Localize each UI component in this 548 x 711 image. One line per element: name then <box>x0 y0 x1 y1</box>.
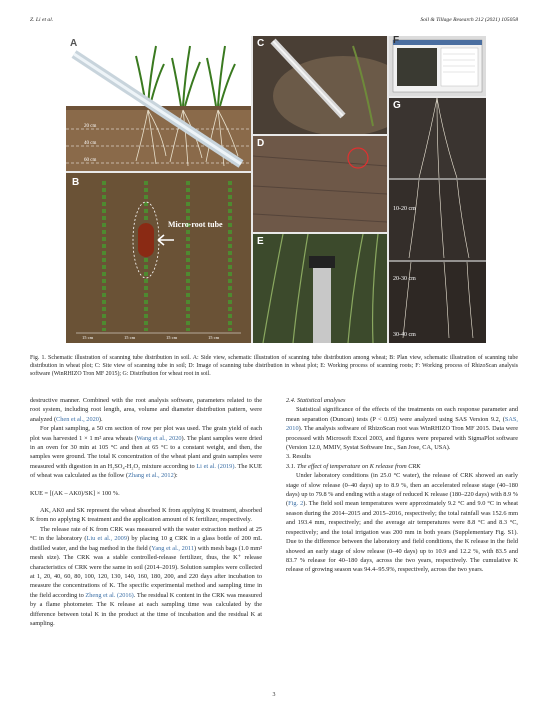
panel-g-photo <box>389 98 486 343</box>
panel-e-image <box>253 234 387 343</box>
text-run: Under laboratory conditions (in 25.0 °C water), the release of CRK showed an early stage of slow release (0–40 days) up to 8.9 %, then an accelerated release stage (40–180 days) up to 79.8 % and ending with a stage of reduced K release (180–220 days) with 8.9 % ( <box>286 472 518 508</box>
text-run: . The residual K content in the CRK was measured by a flame photometer. The K release at each sampling time was calculated by the difference between total K in the product at the time of incubation and the residual K at sampling. <box>30 591 262 627</box>
text-run: ) by placing 10 g CRK in a glass bottle of 200 mL distilled water, and the bag method in the field ( <box>30 535 262 552</box>
text-run: The release rate of K from CRK was measured with the water extraction method at 25 °C in the laboratory ( <box>30 525 262 543</box>
subsection-heading: 3.1. The effect of temperature on K release from CRK <box>286 462 421 470</box>
text-run: ). The field soil mean temperatures were approximately 9.2 °C and 9.0 °C in wheat season during the 2014–2015 and 2015–2016, respectively; the total rainfall was 152.6 mm and 193.4 mm, respectively; and the average air temperatures were 8.8 °C and 8.3 °C, respectively; and the total irrigation was 200 mm in both years (Supplementary Fig. S1). Due to the difference between the laboratory and field conditions, the K release in the field showed an early stage of slow release (0–40 days) up to 10.9 and 12.2 %, with 83.5 and 83.7 % release for 40–180 days, across the two years, respectively. The cumulative K release of growing season was 94.4–95.9%, respectively, across the two years. <box>286 500 519 574</box>
figure-link[interactable]: Fig. 2 <box>288 500 304 508</box>
panel-c-image <box>253 36 387 134</box>
depth-label-60cm: 60 cm <box>84 158 97 163</box>
page-number: 3 <box>272 692 276 698</box>
depth-label-40cm: 40 cm <box>84 141 97 146</box>
citation-link[interactable]: Yang et al., 2011 <box>151 544 194 552</box>
text-run: . The KUE of wheat was calculated as the follow ( <box>30 462 262 480</box>
section-heading: 3. Results <box>286 453 311 461</box>
text-run: Statistical significance of the effects of the treatments on each response parameter and mean separation (Duncan) tests (P < 0.05) were analyzed using SAS Version 9.2, ( <box>286 406 518 423</box>
running-header-authors: Z. Li et al. <box>30 17 54 23</box>
text-run: ). The analysis software of RhizoScan root was WinRHIZO Tron MF 2015. Data were processed with Microsoft Excel 2003, and figures were prepared with SigmaPlot software (Version 12.0, MMIV, Systat Software Inc., San Jose, CA, USA). <box>286 425 518 452</box>
paragraph: AK, AK0 and SK represent the wheat absorbed K from applying K treatment, absorbed K from no applying K treatment and the application amount of K fertilizer, respectively. <box>30 507 262 524</box>
panel-f-image <box>389 36 486 96</box>
spacing-label: 15 cm <box>82 335 94 340</box>
text-run: ). The plant samples were dried in an oven for 30 min at 105 °C and then at 65 °C to a constant weight, and then, the samples were ground. The total K concentration of the wheat plant and grain samples were measured with digestion in an H₂SO₄-H₂O₂ mixture according to <box>30 434 262 470</box>
depth-label-20-30cm: 20-30 cm <box>393 276 416 282</box>
citation-link[interactable]: Liu et al., 2009 <box>86 535 127 543</box>
right-column <box>286 396 518 575</box>
panel-e-label: E <box>257 236 264 247</box>
running-header-journal: Soil & Tillage Research 212 (2021) 105058 <box>420 17 518 23</box>
panel-b-label: B <box>72 177 80 188</box>
figure-1 <box>66 36 486 343</box>
panel-a-label: A <box>70 38 78 49</box>
paragraph <box>30 525 262 628</box>
left-column <box>30 396 262 628</box>
section-heading: 2.4. Statistical analyses <box>286 397 346 404</box>
panel-g-label: G <box>393 100 401 111</box>
panel-a-side-view <box>66 36 251 171</box>
panel-g-image <box>389 98 486 343</box>
citation-link[interactable]: Zheng et al. (2016) <box>85 591 134 599</box>
depth-label-20cm: 20 cm <box>84 124 97 129</box>
citation-link[interactable]: Chen et al., 2020 <box>56 415 99 423</box>
panel-c-photo <box>253 36 387 134</box>
panel-b-plan-view <box>66 173 251 343</box>
citation-link[interactable]: Zhang et al., 2012 <box>128 472 174 480</box>
citation-link[interactable]: SAS, 2010 <box>286 415 518 433</box>
depth-label-30-40cm: 30-40 cm <box>393 332 416 338</box>
panel-c-label: C <box>257 38 265 49</box>
text-run: ): <box>173 472 178 480</box>
text-run: destructive manner. Combined with the root analysis software, parameters related to the root system, including root length, area, volume and diameter distribution pattern, were analyzed ( <box>30 397 262 423</box>
panel-f-software <box>389 36 486 96</box>
micro-root-tube-annotation: Micro-root tube <box>168 220 223 229</box>
panel-b-illustration <box>66 173 251 343</box>
panel-d-label: D <box>257 138 265 149</box>
panel-f-label: F <box>393 36 400 46</box>
spacing-label: 15 cm <box>208 335 220 340</box>
citation-link[interactable]: Li et al. (2019) <box>196 462 235 470</box>
panel-d-photo <box>253 136 387 232</box>
depth-label-10-20cm: 10-20 cm <box>393 206 416 212</box>
citation-link[interactable]: Wang et al., 2020 <box>136 434 182 442</box>
panel-d-image <box>253 136 387 232</box>
paragraph <box>286 405 518 452</box>
paragraph <box>286 471 518 574</box>
kue-equation: KUE = [(AK – AK0)/SK] × 100 %. <box>30 489 120 497</box>
figure-caption: Fig. 1. Schematic illustration of scanning tube distribution in soil. A: Side view, schematic illustration of scanning tube distribution among wheat; B: Plan view, schematic illustration of scanning tube distribution in wheat plot; C: Site view of scanning tube in soil; D: Image of scanning tube distribution in wheat plot; E: Working process of scanning roots; F: Working process of RhizoScan analysis software (WinRHIZO Tron MF 2015); G: Distribution for wheat root in soil. <box>30 355 518 378</box>
panel-a-illustration <box>66 36 251 171</box>
panel-e-photo <box>253 234 387 343</box>
paragraph <box>30 396 262 424</box>
text-run: ). <box>98 415 103 423</box>
text-run: For plant sampling, a 50 cm section of row per plot was used. The grain yield of each plot was harvested 1 × 1 m² area wheats ( <box>30 425 262 442</box>
paragraph <box>30 424 262 480</box>
spacing-label: 15 cm <box>166 335 178 340</box>
text-run: ) with mesh bags (1.0 mm² mesh size). The CRK was a stable controlled-release fertilizer, thus, the K⁺ release characteristics of CRK were the same in soil (2014–2019). Solution samples were collected at 1, 20, 40, 60, 80, 100, 120, 130, 140, 160, 180, 200, and 220 days after incubation to measure the concentrations of K. The specific experimental method and sampling time in the field according to <box>30 544 262 599</box>
spacing-label: 15 cm <box>124 335 136 340</box>
